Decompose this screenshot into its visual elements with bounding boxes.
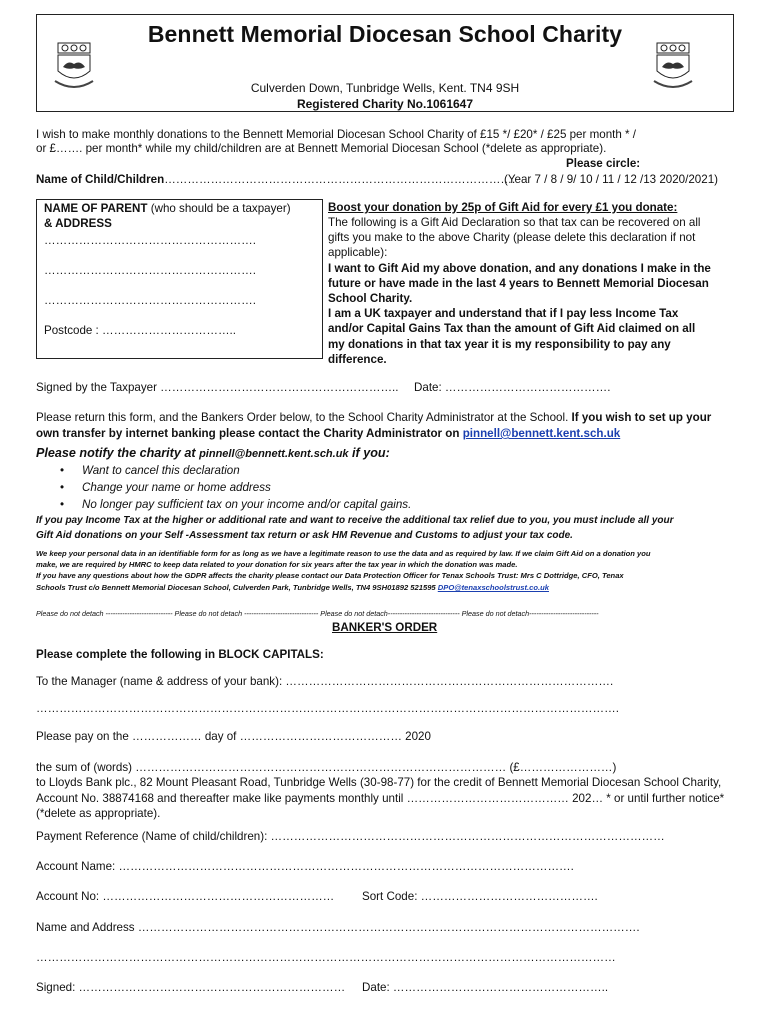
sum-words-field[interactable]: the sum of (words) …………………………………………………………………………………… (£……………………) bbox=[36, 761, 617, 774]
return-instructions-2: own transfer by internet banking please contact the Charity Administrator on pinnell@bennett.kent.sch.uk bbox=[36, 427, 621, 440]
account-name-field[interactable]: Account Name: ………………………………………………………………………………………………………. bbox=[36, 860, 574, 873]
parent-name-label: NAME OF PARENT (who should be a taxpayer) bbox=[44, 202, 291, 215]
higher-rate-note-1: If you pay Income Tax at the higher or additional rate and want to receive the additional tax relief due to you, you must include all your bbox=[36, 515, 674, 526]
account-until-field[interactable]: Account No. 38874168 and thereafter make like payments monthly until …………………………………… 202… * or until further notice* bbox=[36, 792, 725, 805]
parent-address-label: & ADDRESS bbox=[44, 217, 112, 230]
bank-date-field[interactable]: Date: ……………………………………………….. bbox=[362, 981, 609, 994]
gift-aid-declaration-7: difference. bbox=[328, 353, 387, 366]
charity-number: Registered Charity No.1061647 bbox=[296, 97, 474, 111]
school-crest-icon bbox=[52, 41, 96, 93]
gift-aid-declaration-3: School Charity. bbox=[328, 292, 413, 305]
account-number-field[interactable]: Account No: …………………………………………………… bbox=[36, 890, 335, 903]
year-group-options[interactable]: (Year 7 / 8 / 9/ 10 / 11 / 12 /13 2020/2021) bbox=[504, 173, 718, 186]
gdpr-line-1: We keep your personal data in an identifiable form for as long as we have a legitimate reason to use the data and as required by law. If we claim Gift Aid on a donation you bbox=[36, 549, 651, 558]
parent-address-line-3[interactable]: ………………………………………………. bbox=[44, 294, 256, 307]
school-crest-icon bbox=[651, 41, 695, 93]
bank-signature-field[interactable]: Signed: …………………………………………………………… bbox=[36, 981, 346, 994]
list-item: • Want to cancel this declaration bbox=[58, 462, 411, 479]
detach-line: Please do not detach ---------------------------- Please do not detach ------------------------------- Please do not detach------------------------------ Please do not detach----------------------------- bbox=[36, 609, 599, 618]
administrator-email-link[interactable]: pinnell@bennett.kent.sch.uk bbox=[462, 427, 621, 440]
bank-manager-field[interactable]: To the Manager (name & address of your bank): …………………………………………………………………………. bbox=[36, 675, 614, 688]
gdpr-line-3: If you have any questions about how the GDPR affects the charity please contact our Data Protection Officer for Tenax Schools Trust: Mrs C Dottridge, CFO, Tenax bbox=[36, 571, 624, 580]
lloyds-details: to Lloyds Bank plc., 82 Mount Pleasant Road, Tunbridge Wells (30-98-77) for the credit of Bennett Memorial Diocesan School Charity, bbox=[36, 776, 722, 789]
child-name-label: Name of Child/Children bbox=[36, 173, 165, 186]
child-name-dots: ………………………………………………………………………………. bbox=[164, 173, 516, 186]
gift-aid-text-2: gifts you make to the above Charity (please delete this declaration if not bbox=[328, 231, 696, 244]
higher-rate-note-2: Gift Aid donations on your Self -Assessment tax return or ask HM Revenue and Customs to adjust your tax code. bbox=[36, 530, 573, 541]
gift-aid-text-1: The following is a Gift Aid Declaration so that tax can be recovered on all bbox=[328, 216, 701, 229]
postcode-field[interactable]: Postcode : …………………………….. bbox=[44, 324, 236, 337]
taxpayer-signature-field[interactable]: Signed by the Taxpayer …………………………………………………….. bbox=[36, 381, 399, 394]
block-capitals-instruction: Please complete the following in BLOCK CAPITALS: bbox=[36, 648, 324, 661]
name-address-field[interactable]: Name and Address …………………………………………………………………………………………………………………. bbox=[36, 921, 640, 934]
notify-heading: Please notify the charity at pinnell@bennett.kent.sch.uk if you: bbox=[36, 446, 390, 460]
delete-note: (*delete as appropriate). bbox=[36, 807, 161, 820]
name-address-field-2[interactable]: …………………………………………………………………………………………………………………………………… bbox=[36, 951, 616, 964]
payment-date-field[interactable]: Please pay on the ……………… day of …………………………………… 2020 bbox=[36, 730, 431, 743]
return-instructions-1: Please return this form, and the Bankers Order below, to the School Charity Administrator at the School. If you wish to set up your bbox=[36, 411, 712, 424]
sort-code-field[interactable]: Sort Code: ………………………………………. bbox=[362, 890, 598, 903]
gift-aid-declaration-4: I am a UK taxpayer and understand that if I pay less Income Tax bbox=[328, 307, 679, 320]
intro-line-2: or £……. per month* while my child/children are at Bennett Memorial Diocesan School (*delete as appropriate). bbox=[36, 142, 607, 155]
intro-line-1: I wish to make monthly donations to the Bennett Memorial Diocesan School Charity of £15 */ £20* / £25 per month * / bbox=[36, 128, 636, 141]
school-address: Culverden Down, Tunbridge Wells, Kent. TN4 9SH bbox=[250, 81, 520, 95]
gift-aid-text-3: applicable): bbox=[328, 246, 388, 259]
page-title: Bennett Memorial Diocesan School Charity bbox=[147, 21, 623, 47]
payment-reference-field[interactable]: Payment Reference (Name of child/children): ………………………………………………………………………………………… bbox=[36, 830, 665, 843]
gift-aid-declaration-1: I want to Gift Aid my above donation, and any donations I make in the bbox=[328, 262, 711, 275]
gift-aid-heading: Boost your donation by 25p of Gift Aid for every £1 you donate: bbox=[328, 201, 678, 214]
gift-aid-declaration-6: my donations in that tax year it is my responsibility to pay any bbox=[328, 338, 671, 351]
bankers-order-title: BANKER'S ORDER bbox=[332, 621, 438, 634]
gdpr-line-4: Schools Trust c/o Bennett Memorial Diocesan School, Culverden Park, Tunbridge Wells, TN4 9SH01892 521595 DPO@tenaxschoolstrust.co.uk bbox=[36, 583, 549, 592]
bank-address-field[interactable]: ……………………………………………………………………………………………………………………………………. bbox=[36, 702, 619, 715]
child-name-field[interactable] bbox=[36, 172, 515, 187]
notify-list bbox=[58, 462, 411, 513]
gift-aid-declaration-5: and/or Capital Gains Tax than the amount of Gift Aid claimed on all bbox=[328, 322, 696, 335]
taxpayer-date-field[interactable]: Date: ……………………………………. bbox=[414, 381, 611, 394]
list-item: • No longer pay sufficient tax on your income and/or capital gains. bbox=[58, 496, 411, 513]
dpo-email-link[interactable]: DPO@tenaxschoolstrust.co.uk bbox=[437, 583, 549, 592]
list-item: • Change your name or home address bbox=[58, 479, 411, 496]
parent-address-line-1[interactable]: ………………………………………………. bbox=[44, 234, 256, 247]
gdpr-line-2: make, we are required by HMRC to keep data related to your donation for six years after the tax year in which the donation was made. bbox=[36, 560, 518, 569]
please-circle-label: Please circle: bbox=[566, 157, 641, 170]
gift-aid-declaration-2: future or have made in the last 4 years to Bennett Memorial Diocesan bbox=[328, 277, 709, 290]
header-box bbox=[36, 14, 734, 112]
parent-address-line-2[interactable]: ………………………………………………. bbox=[44, 264, 256, 277]
